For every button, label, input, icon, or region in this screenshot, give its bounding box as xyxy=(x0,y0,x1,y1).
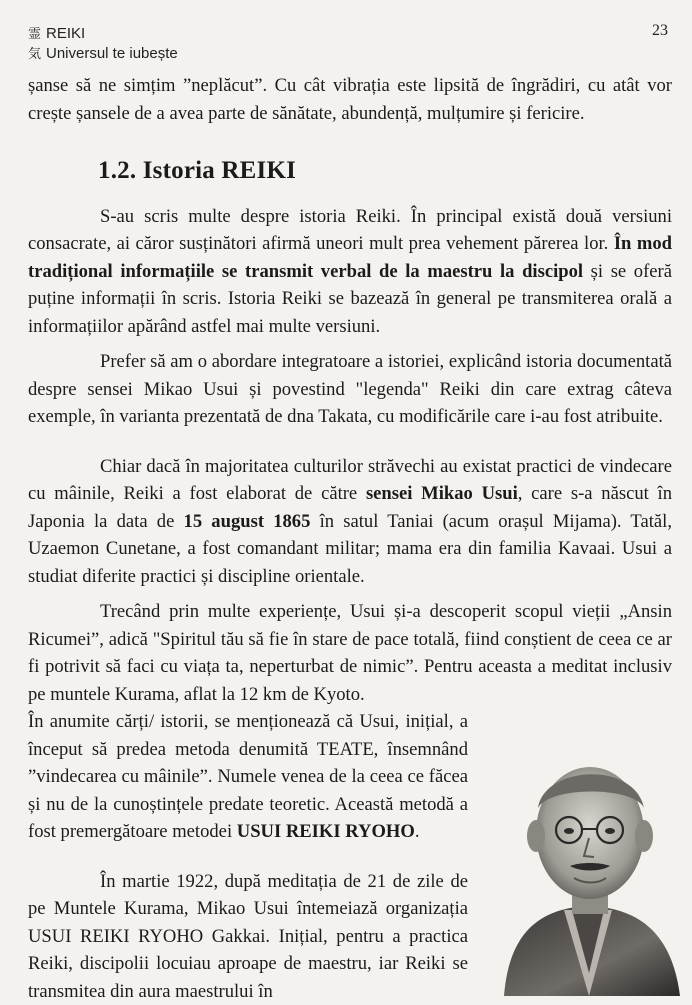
paragraph-ansin-ricumei: Trecând prin multe experiențe, Usui și-a descoperit scopul vieții „Ansin Ricumei”, adică "Spiritul tău să fie în stare de pace totală, fiind conștient de ceea ce ar fi potrivit să faci cu viața ta, neperturbat de nimic”. Pentru aceasta a meditat inclusiv pe muntele Kurama, aflat la 12 km de Kyoto. xyxy=(28,598,672,708)
reiki-kanji-ki: 気 xyxy=(28,44,42,64)
paragraph-integrative-approach: Prefer să am o abordare integratoare a istoriei, explicând istoria documentată despre sensei Mikao Usui și povestind "legenda" Reiki din care extrag câteva exemple, în varianta prezentată de dna Takata, cu modificările care i-au fost atribuite. xyxy=(28,348,672,431)
paragraph-text: Chiar dacă în majoritatea culturilor străvechi au existat practici de vindecare cu mâinile, Reiki a fost elaborat de către xyxy=(28,456,672,505)
header-title-reiki: REIKI xyxy=(46,24,85,44)
bold-emphasis: În mod tradițional informațiile se transmit verbal de la maestru la discipol xyxy=(28,233,672,282)
section-heading: 1.2. Istoria REIKI xyxy=(98,157,672,185)
paragraph-teate-method xyxy=(28,708,468,846)
paragraph-history-versions xyxy=(28,203,672,341)
paragraph-text: . xyxy=(415,821,420,842)
bold-name: sensei Mikao Usui xyxy=(366,483,518,504)
paragraph-continued: șanse să ne simțim ”neplăcut”. Cu cât vibrația este lipsită de îngrădiri, cu atât vor crește șansele de a avea parte de sănătate, abundență, mulțumire și fericire. xyxy=(28,72,672,127)
mikao-usui-portrait xyxy=(494,738,684,996)
paragraph-gakkai-founding: În martie 1922, după meditația de 21 de zile de pe Muntele Kurama, Mikao Usui întemeiază organizația USUI REIKI RYOHO Gakkai. Inițial, pentru a practica Reiki, discipolii locuiau aproape de maestru, iar Reiki se transmitea din aura maestrului în xyxy=(28,868,468,1005)
bold-date: 15 august 1865 xyxy=(184,511,311,532)
paragraph-text: , care s-a născut în Japonia la data de xyxy=(28,483,672,532)
paragraph-text: și se oferă puține informații în scris. Istoria Reiki se bazează în general pe transmiterea orală a informațiilor apărând astfel mai multe versiuni. xyxy=(28,261,672,337)
paragraph-text: S-au scris multe despre istoria Reiki. În principal există două versiuni consacrate, ai căror susținători afirmă uneori mult prea vehement părerea lor. xyxy=(28,206,672,255)
paragraph-text: în satul Taniai (acum orașul Mijama). Tatăl, Uzaemon Cunetane, a fost comandant militar; mama era din familia Kavaai. Usui a studiat diferite practici și discipline orientale. xyxy=(28,511,672,587)
page-number: 23 xyxy=(652,22,668,40)
reiki-kanji-rei: 霊 xyxy=(28,24,42,44)
bold-method-name: USUI REIKI RYOHO xyxy=(237,821,415,842)
paragraph-mikao-usui-birth xyxy=(28,453,672,591)
paragraph-text: În anumite cărți/ istorii, se menționează că Usui, inițial, a început să predea metoda denumită TEATE, însemnând ”vindecarea cu mâinile”. Numele venea de la ceea ce făcea și nu de la cunoștințele predate teoretic. Această metodă a fost premergătoare metodei xyxy=(28,711,468,842)
header-subtitle: Universul te iubește xyxy=(46,44,178,64)
running-header xyxy=(28,24,178,64)
